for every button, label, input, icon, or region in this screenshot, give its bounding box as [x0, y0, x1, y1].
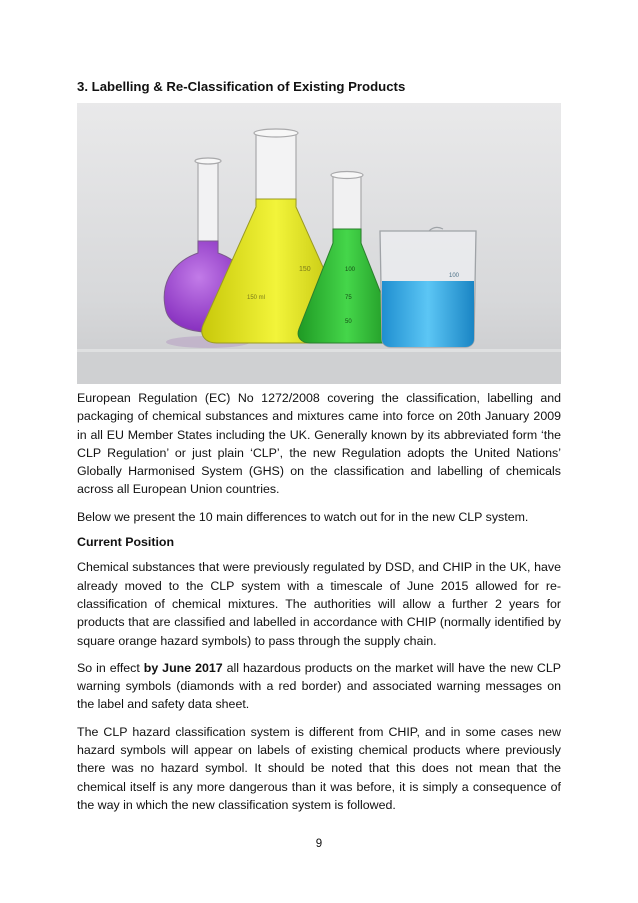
- blue-beaker: [380, 227, 476, 347]
- flask-label-100: 100: [345, 267, 356, 273]
- flask-label-50: 50: [345, 319, 352, 325]
- flask-label-150ml: 150 ml: [247, 295, 266, 301]
- subheading-current-position: Current Position: [77, 535, 175, 550]
- p4-bold-date: by June 2017: [143, 660, 223, 675]
- paragraph-chip-transition: Chemical substances that were previously regulated by DSD, and CHIP in the UK, have already moved to the CLP system with a timescale of June 2015 allowed for re-classification of chemical mixtures. The authorities will allow a further 2 years for products that are classified and labelled in accordance with CHIP (normally identified by square orange hazard symbols) to pass through the supply chain.: [77, 560, 561, 648]
- paragraph-hazard-classification: The CLP hazard classification system is different from CHIP, and in some cases new hazard symbols will appear on labels of existing chemical products where previously there was no hazard symbol. It should be noted that this does not mean that the chemical itself is any more dangerous than it was before, it is simply a consequence of the way in which the new classification system is followed.: [77, 724, 561, 812]
- paragraph-june-2017: [77, 659, 561, 714]
- body-text: [77, 389, 561, 823]
- p4-post: all hazardous products on the market will have the new CLP warning symbols (diamonds with a red border) and associated warning messages on the label and safety data sheet.: [77, 660, 561, 712]
- flask-label-150: 150: [299, 266, 311, 273]
- beaker-label-100: 100: [449, 273, 460, 279]
- page-number: 9: [315, 838, 323, 850]
- p4-pre: So in effect: [77, 660, 144, 675]
- paragraph-clp-regulation: European Regulation (EC) No 1272/2008 covering the classification, labelling and packaging of chemical substances and mixtures came into force on 20th January 2009 in all EU Member States including the UK. Generally known by its abbreviated form ‘the CLP Regulation’ or just plain ‘CLP’, the new Regulation adopts the United Nations’ Globally Harmonised System (GHS) on the classification and labelling of chemicals across all European Union countries.: [77, 391, 561, 497]
- paragraph-intro-differences: Below we present the 10 main differences to watch out for in the new CLP system.: [77, 509, 529, 524]
- flask-label-75: 75: [345, 295, 352, 301]
- lab-glassware-photo: [77, 103, 561, 384]
- section-heading: 3. Labelling & Re-Classification of Existing Products: [77, 79, 406, 94]
